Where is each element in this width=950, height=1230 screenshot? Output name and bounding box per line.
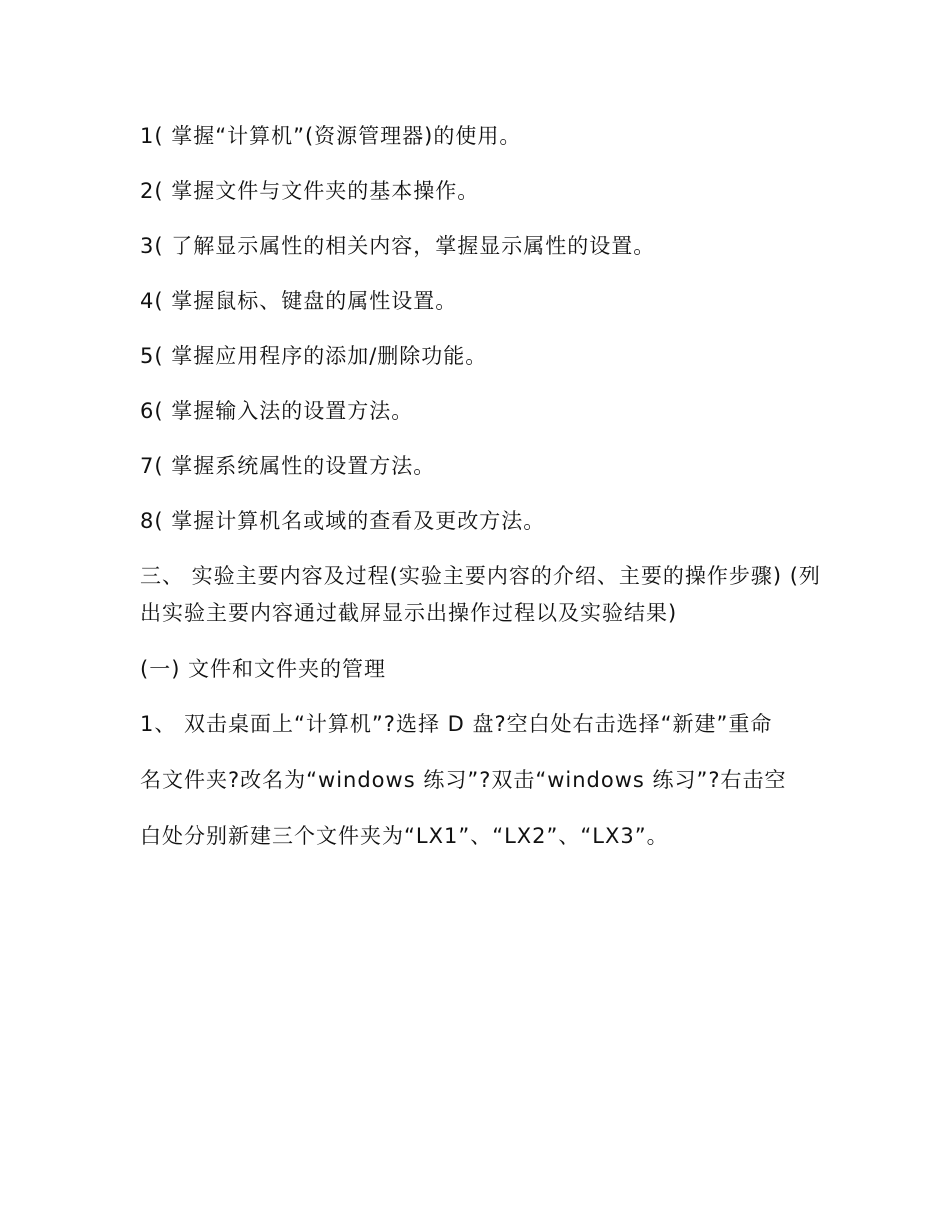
document-body bbox=[140, 118, 830, 873]
section-heading: 三、 实验主要内容及过程(实验主要内容的介绍、主要的操作步骤) (列出实验主要内容通过截屏显示出操作过程以及实验结果) bbox=[140, 564, 821, 625]
objective-5: 5( 掌握应用程序的添加/删除功能。 bbox=[140, 344, 488, 368]
objective-8: 8( 掌握计算机名或域的查看及更改方法。 bbox=[140, 509, 546, 533]
step-paragraph: 白处分别新建三个文件夹为“LX1”、“LX2”、“LX3”。 bbox=[140, 824, 669, 848]
objective-6: 6( 掌握输入法的设置方法。 bbox=[140, 399, 414, 423]
objective-1: 1( 掌握“计算机”(资源管理器)的使用。 bbox=[140, 124, 522, 148]
step-paragraph: 1、 双击桌面上“计算机”?选择 D 盘?空白处右击选择“新建”重命 bbox=[140, 712, 773, 736]
step-paragraph: 名文件夹?改名为“windows 练习”?双击“windows 练习”?右击空 bbox=[140, 768, 787, 792]
subsection-heading: (一) 文件和文件夹的管理 bbox=[140, 657, 387, 681]
objective-3: 3( 了解显示属性的相关内容，掌握显示属性的设置。 bbox=[140, 234, 656, 258]
objective-2: 2( 掌握文件与文件夹的基本操作。 bbox=[140, 179, 480, 203]
objective-4: 4( 掌握鼠标、键盘的属性设置。 bbox=[140, 289, 458, 313]
objective-7: 7( 掌握系统属性的设置方法。 bbox=[140, 454, 436, 478]
